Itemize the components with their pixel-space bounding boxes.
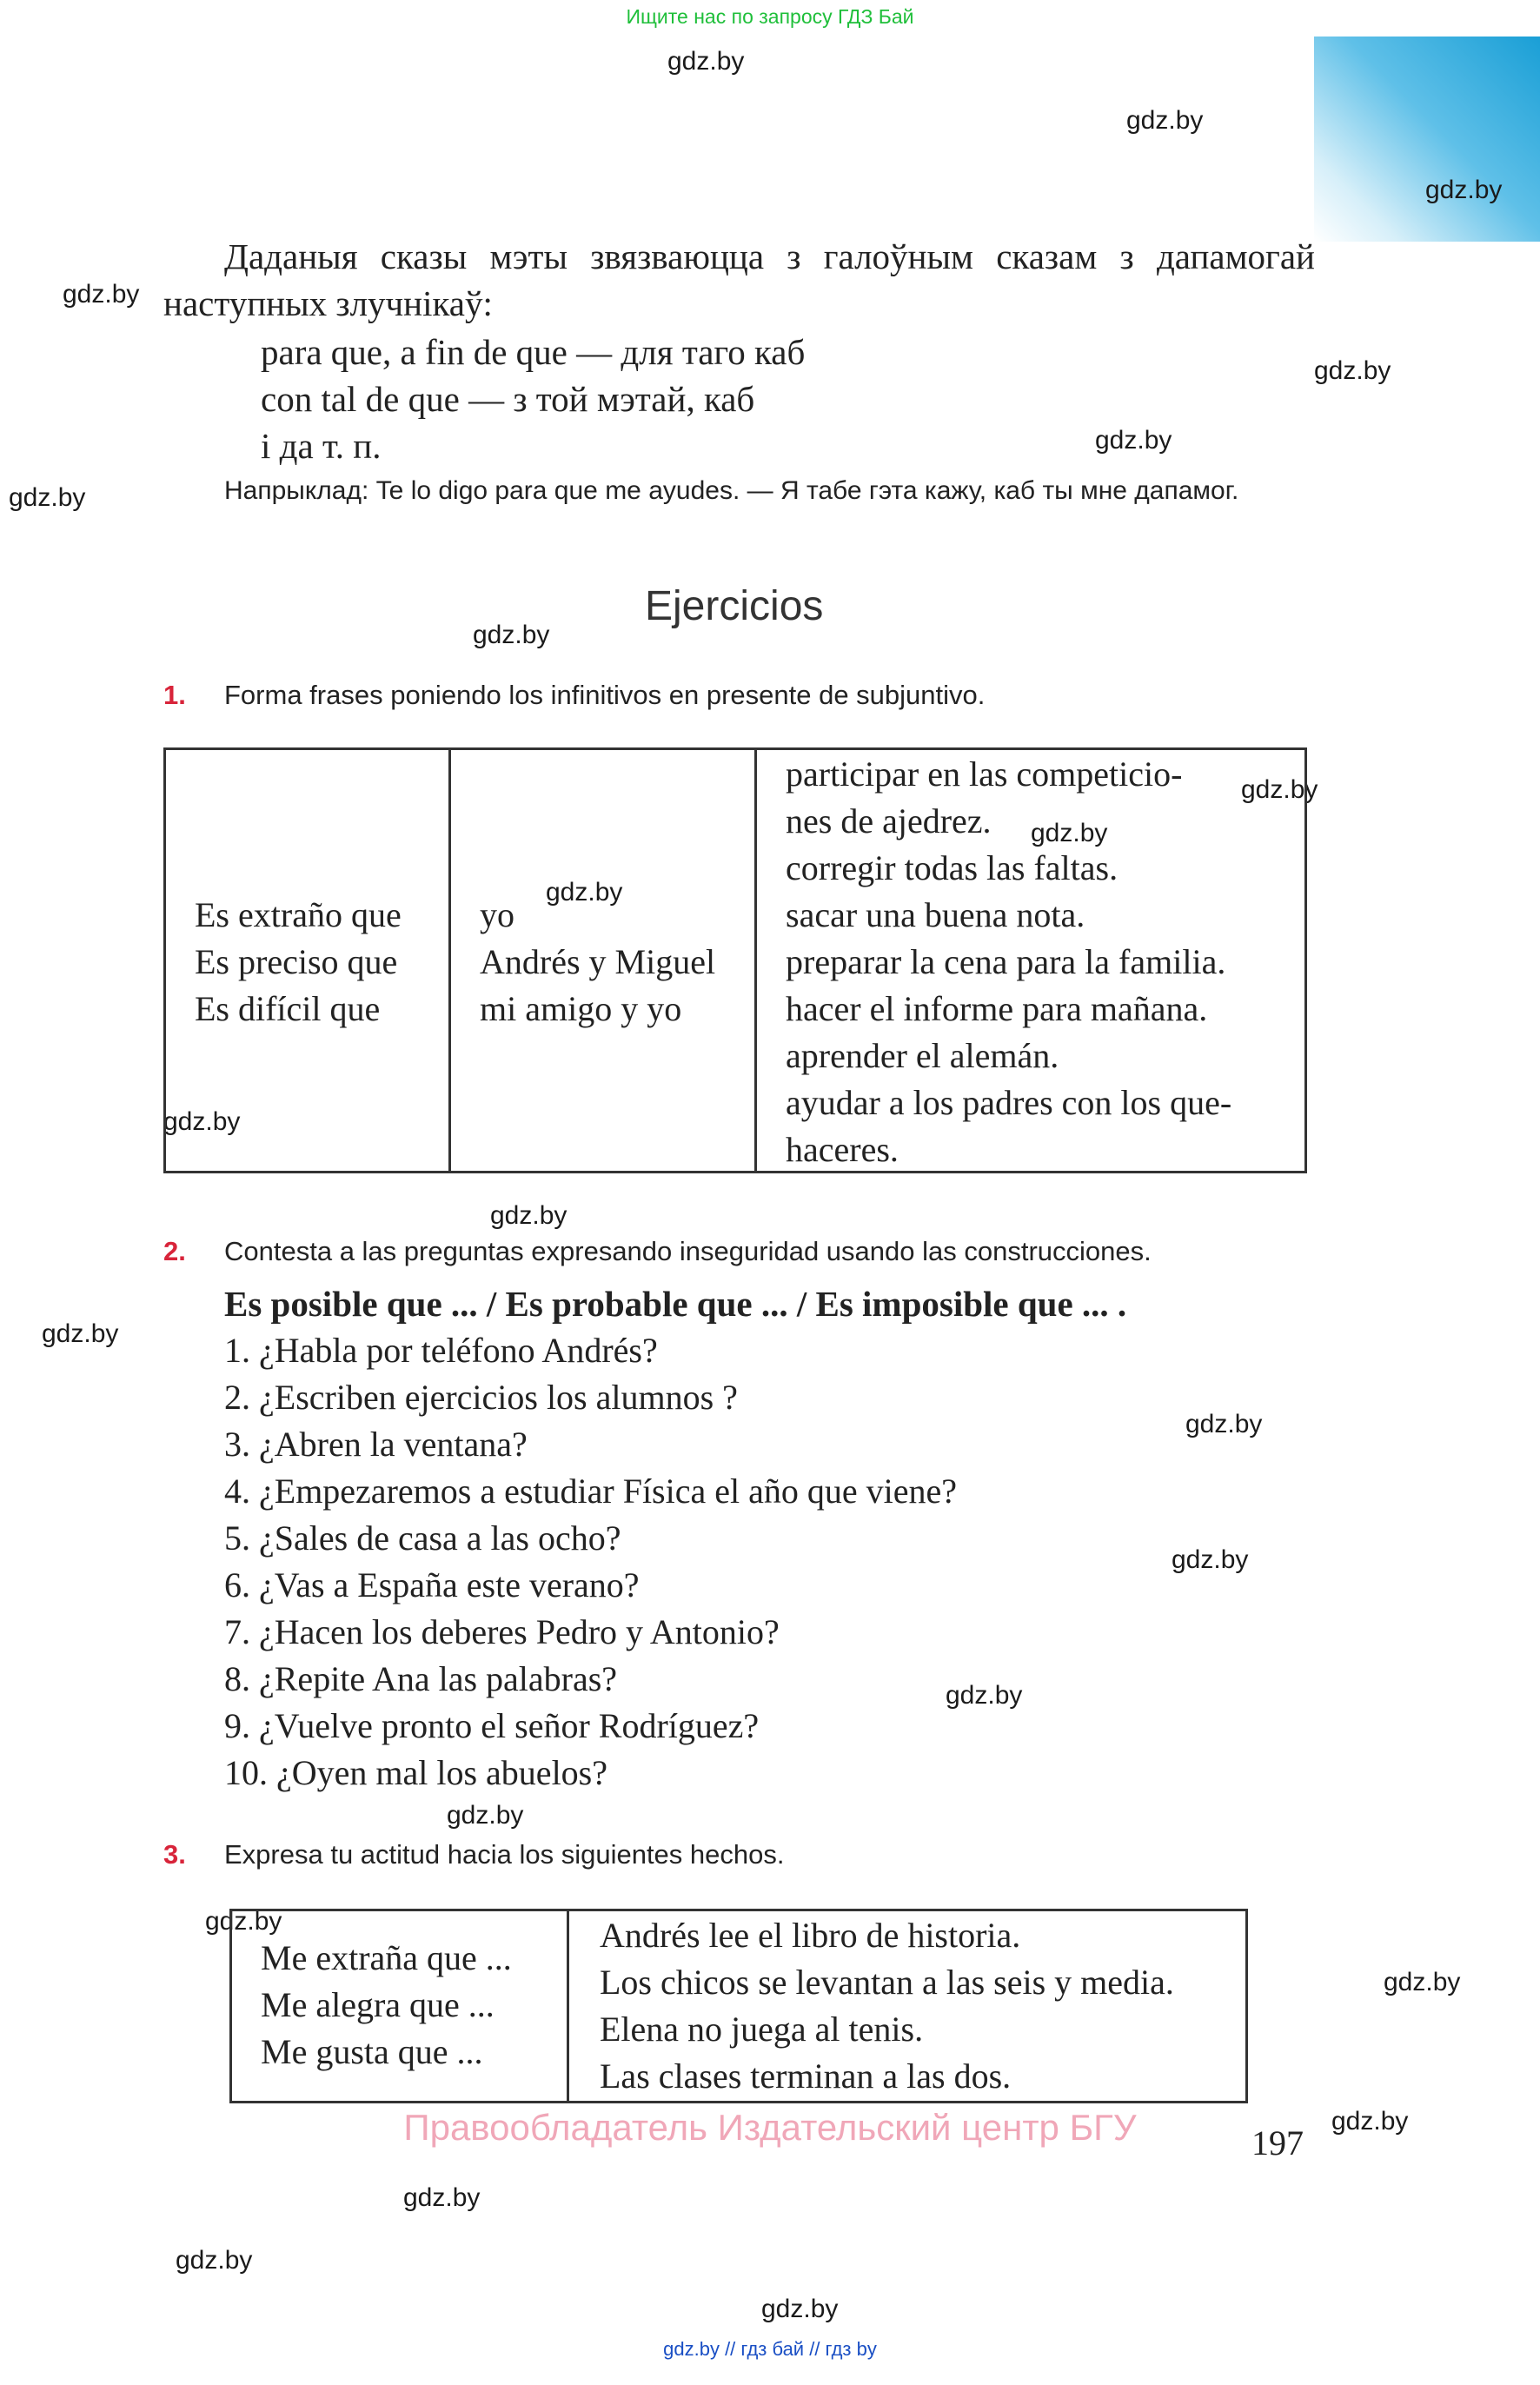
table-cell: sacar una buena nota. bbox=[786, 895, 1085, 934]
watermark: gdz.by bbox=[1425, 176, 1503, 204]
table-cell: hacer el informe para mañana. bbox=[786, 989, 1208, 1028]
watermark: gdz.by bbox=[403, 2183, 481, 2212]
exercise-2-constructions: Es posible que ... / Es probable que ... / Es imposible que ... . bbox=[224, 1284, 1127, 1324]
watermark: gdz.by bbox=[473, 621, 550, 649]
table-cell: Es preciso que bbox=[195, 942, 398, 981]
table-cell: Andrés y Miguel bbox=[480, 942, 716, 981]
watermark: gdz.by bbox=[176, 2246, 253, 2275]
watermark: gdz.by bbox=[163, 1107, 241, 1136]
watermark: gdz.by bbox=[1384, 1968, 1461, 1996]
table-cell: Es difícil que bbox=[195, 989, 381, 1028]
table-cell: Me extraña que ... bbox=[261, 1938, 512, 1977]
watermark: gdz.by bbox=[1185, 1410, 1263, 1438]
exercise-2-number: 2. bbox=[163, 1236, 186, 1266]
watermark: gdz.by bbox=[205, 1907, 282, 1936]
conjunction-item: con tal de que — з той мэтай, каб bbox=[261, 379, 755, 419]
table-cell: yo bbox=[480, 895, 514, 934]
exercise-3-number: 3. bbox=[163, 1839, 186, 1870]
table-cell: preparar la cena para la familia. bbox=[786, 942, 1226, 981]
exercise-1-instruction: Forma frases poniendo los infinitivos en presente de subjuntivo. bbox=[224, 680, 986, 710]
table-cell: nes de ajedrez. bbox=[786, 801, 992, 840]
question-item: 1. ¿Habla por teléfono Andrés? bbox=[224, 1331, 658, 1370]
table-cell: Andrés lee el libro de historia. bbox=[600, 1916, 1021, 1955]
corner-decoration bbox=[1314, 37, 1540, 242]
question-item: 2. ¿Escriben ejercicios los alumnos ? bbox=[224, 1378, 738, 1417]
table-cell: haceres. bbox=[786, 1130, 899, 1169]
watermark: gdz.by bbox=[1314, 356, 1391, 385]
question-item: 6. ¿Vas a España este verano? bbox=[224, 1565, 640, 1604]
table-cell: Elena no juega al tenis. bbox=[600, 2010, 924, 2049]
rule-paragraph-continuation: наступных злучнікаў: bbox=[163, 283, 493, 323]
watermark: gdz.by bbox=[1172, 1545, 1249, 1574]
watermark: gdz.by bbox=[946, 1681, 1023, 1710]
exercise-3-instruction: Expresa tu actitud hacia los siguientes hechos. bbox=[224, 1839, 785, 1870]
table-cell: Me gusta que ... bbox=[261, 2032, 483, 2071]
watermark: gdz.by bbox=[42, 1319, 119, 1348]
top-banner[interactable]: Ищите нас по запросу ГДЗ Бай bbox=[626, 5, 914, 28]
question-item: 5. ¿Sales de casa a las ocho? bbox=[224, 1518, 621, 1558]
exercise-1-number: 1. bbox=[163, 680, 186, 710]
question-item: 3. ¿Abren la ventana? bbox=[224, 1425, 528, 1464]
table-divider bbox=[754, 747, 757, 1173]
table-divider bbox=[448, 747, 451, 1173]
table-cell: Las clases terminan a las dos. bbox=[600, 2056, 1012, 2096]
table-divider bbox=[567, 1909, 569, 2103]
watermark: gdz.by bbox=[761, 2295, 839, 2323]
watermark: gdz.by bbox=[9, 483, 86, 512]
conjunction-item: para que, a fin de que — для таго каб bbox=[261, 332, 806, 372]
watermark: gdz.by bbox=[546, 878, 623, 907]
watermark: gdz.by bbox=[63, 280, 140, 309]
question-item: 8. ¿Repite Ana las palabras? bbox=[224, 1659, 618, 1698]
watermark: gdz.by bbox=[447, 1801, 524, 1830]
table-cell: participar en las competicio- bbox=[786, 754, 1183, 794]
table-cell: Los chicos se levantan a las seis y media. bbox=[600, 1963, 1174, 2002]
rule-paragraph: Даданыя сказы мэты звязваюцца з галоўным сказам з дапамогай bbox=[224, 236, 1315, 276]
watermark: gdz.by bbox=[667, 47, 745, 76]
section-title: Ejercicios bbox=[645, 583, 824, 629]
question-item: 9. ¿Vuelve pronto el señor Rodríguez? bbox=[224, 1706, 760, 1745]
conjunction-item: і да т. п. bbox=[261, 426, 382, 466]
watermark: gdz.by bbox=[1241, 775, 1318, 804]
table-cell: aprender el alemán. bbox=[786, 1036, 1059, 1075]
watermark: gdz.by bbox=[1126, 106, 1204, 135]
example-sentence: Напрыклад: Te lo digo para que me ayudes. — Я табе гэта кажу, каб ты мне дапамог. bbox=[224, 476, 1239, 505]
question-item: 10. ¿Oyen mal los abuelos? bbox=[224, 1753, 607, 1792]
page-number: 197 bbox=[1251, 2123, 1304, 2162]
table-cell: Es extraño que bbox=[195, 895, 402, 934]
table-cell: ayudar a los padres con los que- bbox=[786, 1083, 1232, 1122]
table-cell: mi amigo y yo bbox=[480, 989, 682, 1028]
watermark: gdz.by bbox=[1031, 819, 1108, 847]
footer-links[interactable]: gdz.by // гдз бай // гдз by bbox=[663, 2338, 877, 2360]
table-cell: corregir todas las faltas. bbox=[786, 848, 1118, 887]
question-item: 4. ¿Empezaremos a estudiar Física el año que viene? bbox=[224, 1472, 957, 1511]
copyright-notice: Правообладатель Издательский центр БГУ bbox=[403, 2107, 1137, 2148]
watermark: gdz.by bbox=[1331, 2107, 1409, 2136]
exercise-2-instruction: Contesta a las preguntas expresando inseguridad usando las construcciones. bbox=[224, 1236, 1152, 1266]
table-cell: Me alegra que ... bbox=[261, 1985, 495, 2024]
question-item: 7. ¿Hacen los deberes Pedro y Antonio? bbox=[224, 1612, 780, 1651]
watermark: gdz.by bbox=[1095, 426, 1172, 455]
watermark: gdz.by bbox=[490, 1201, 568, 1230]
